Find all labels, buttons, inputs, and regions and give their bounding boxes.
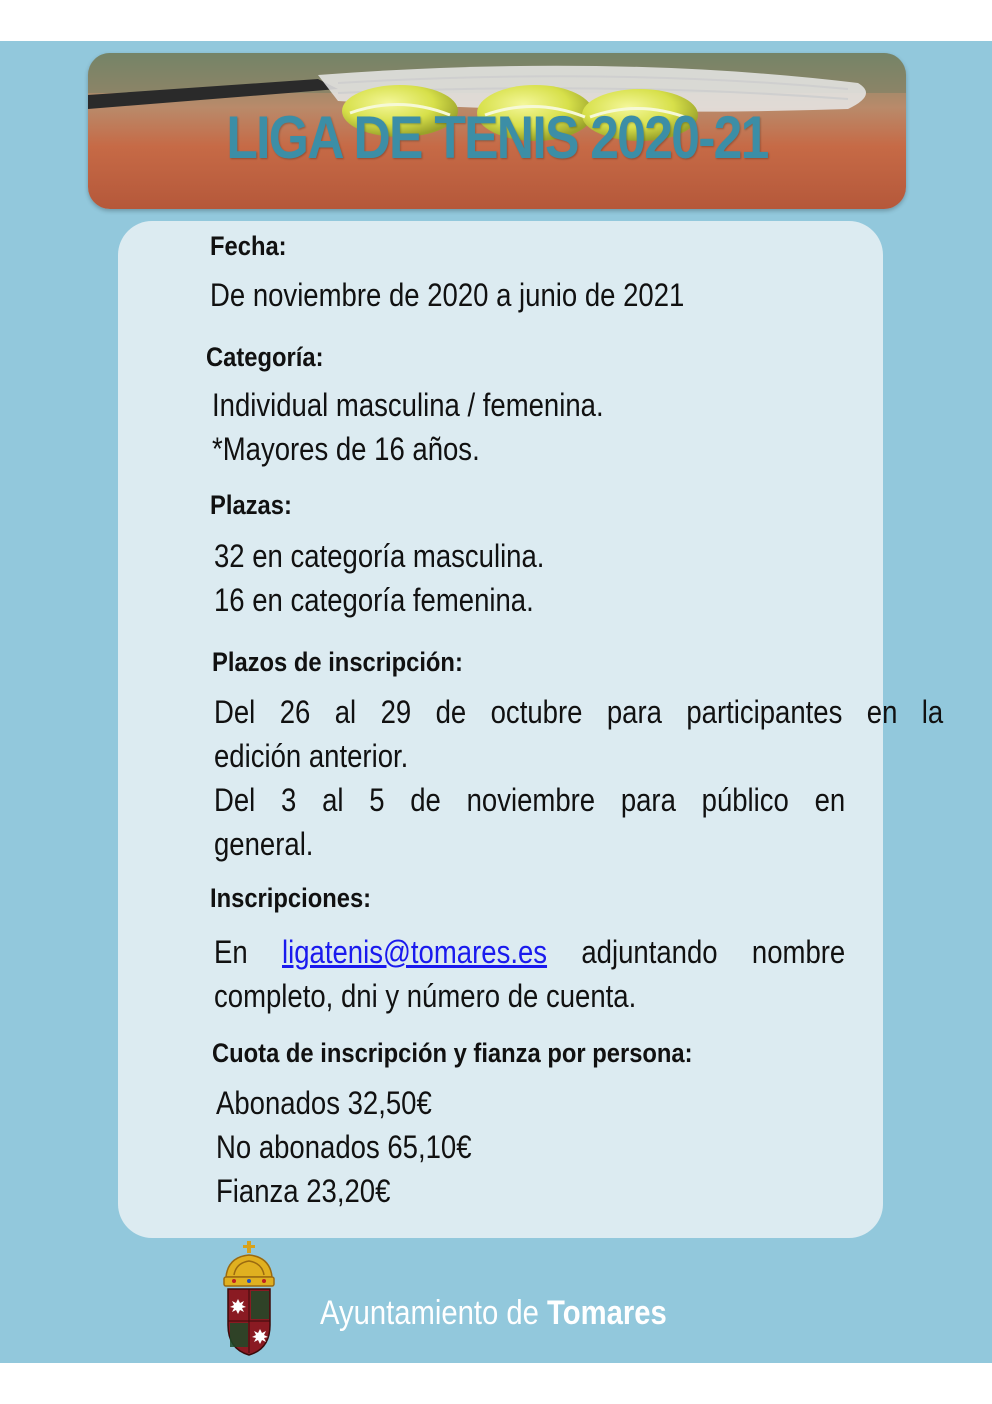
plazos-heading: Plazos de inscripción:: [212, 647, 463, 677]
plazas-heading: Plazas:: [210, 490, 292, 520]
plazas-line2: 16 en categoría femenina.: [214, 582, 534, 618]
tomares-coat-of-arms-icon: [220, 1241, 280, 1359]
word: octubre: [490, 694, 583, 730]
banner: [88, 53, 906, 209]
word: en: [814, 782, 846, 818]
categoria-line2: *Mayores de 16 años.: [212, 431, 480, 467]
inscripciones-line1: [214, 934, 845, 971]
footer-town: Tomares: [547, 1294, 667, 1332]
banner-title: LIGA DE TENIS 2020-21: [226, 104, 768, 171]
word: En: [214, 934, 248, 970]
cuota-line1: Abonados 32,50€: [216, 1085, 432, 1121]
plazas-line1: 32 en categoría masculina.: [214, 538, 545, 574]
cuota-heading: Cuota de inscripción y fianza por persona:: [212, 1038, 693, 1068]
categoria-line1: Individual masculina / femenina.: [212, 387, 604, 423]
plazos-line1: [214, 694, 943, 731]
footer-ayuntamiento: [320, 1294, 667, 1333]
footer-prefix: Ayuntamiento de: [320, 1294, 548, 1332]
word: para: [606, 694, 662, 730]
word: adjuntando: [581, 934, 718, 970]
inscripciones-heading: Inscripciones:: [210, 883, 372, 913]
word: 5: [369, 782, 385, 818]
info-card: [118, 221, 944, 1238]
inscripciones-line2: completo, dni y número de cuenta.: [214, 978, 637, 1014]
poster: [0, 41, 992, 1363]
word: Del: [214, 694, 256, 730]
word: Del: [214, 782, 256, 818]
plazos-line4: general.: [214, 826, 314, 862]
cuota-line3: Fianza 23,20€: [216, 1173, 391, 1209]
word: participantes: [686, 694, 843, 730]
fecha-heading: Fecha:: [210, 231, 287, 261]
word: de: [410, 782, 441, 818]
word: en: [866, 694, 898, 730]
word: nombre: [751, 934, 846, 970]
categoria-heading: Categoría:: [206, 342, 324, 372]
word: 26: [279, 694, 311, 730]
plazos-line2: edición anterior.: [214, 738, 409, 774]
email-link[interactable]: ligatenis@tomares.es: [282, 934, 548, 970]
word: para: [620, 782, 676, 818]
word: al: [322, 782, 344, 818]
word: 3: [281, 782, 297, 818]
word: público: [701, 782, 789, 818]
fecha-text: De noviembre de 2020 a junio de 2021: [210, 277, 685, 313]
word: 29: [380, 694, 412, 730]
word: al: [334, 694, 357, 730]
word: de: [435, 694, 467, 730]
plazos-line3: [214, 782, 845, 819]
word: la: [921, 694, 944, 730]
cuota-line2: No abonados 65,10€: [216, 1129, 472, 1165]
word: noviembre: [466, 782, 596, 818]
